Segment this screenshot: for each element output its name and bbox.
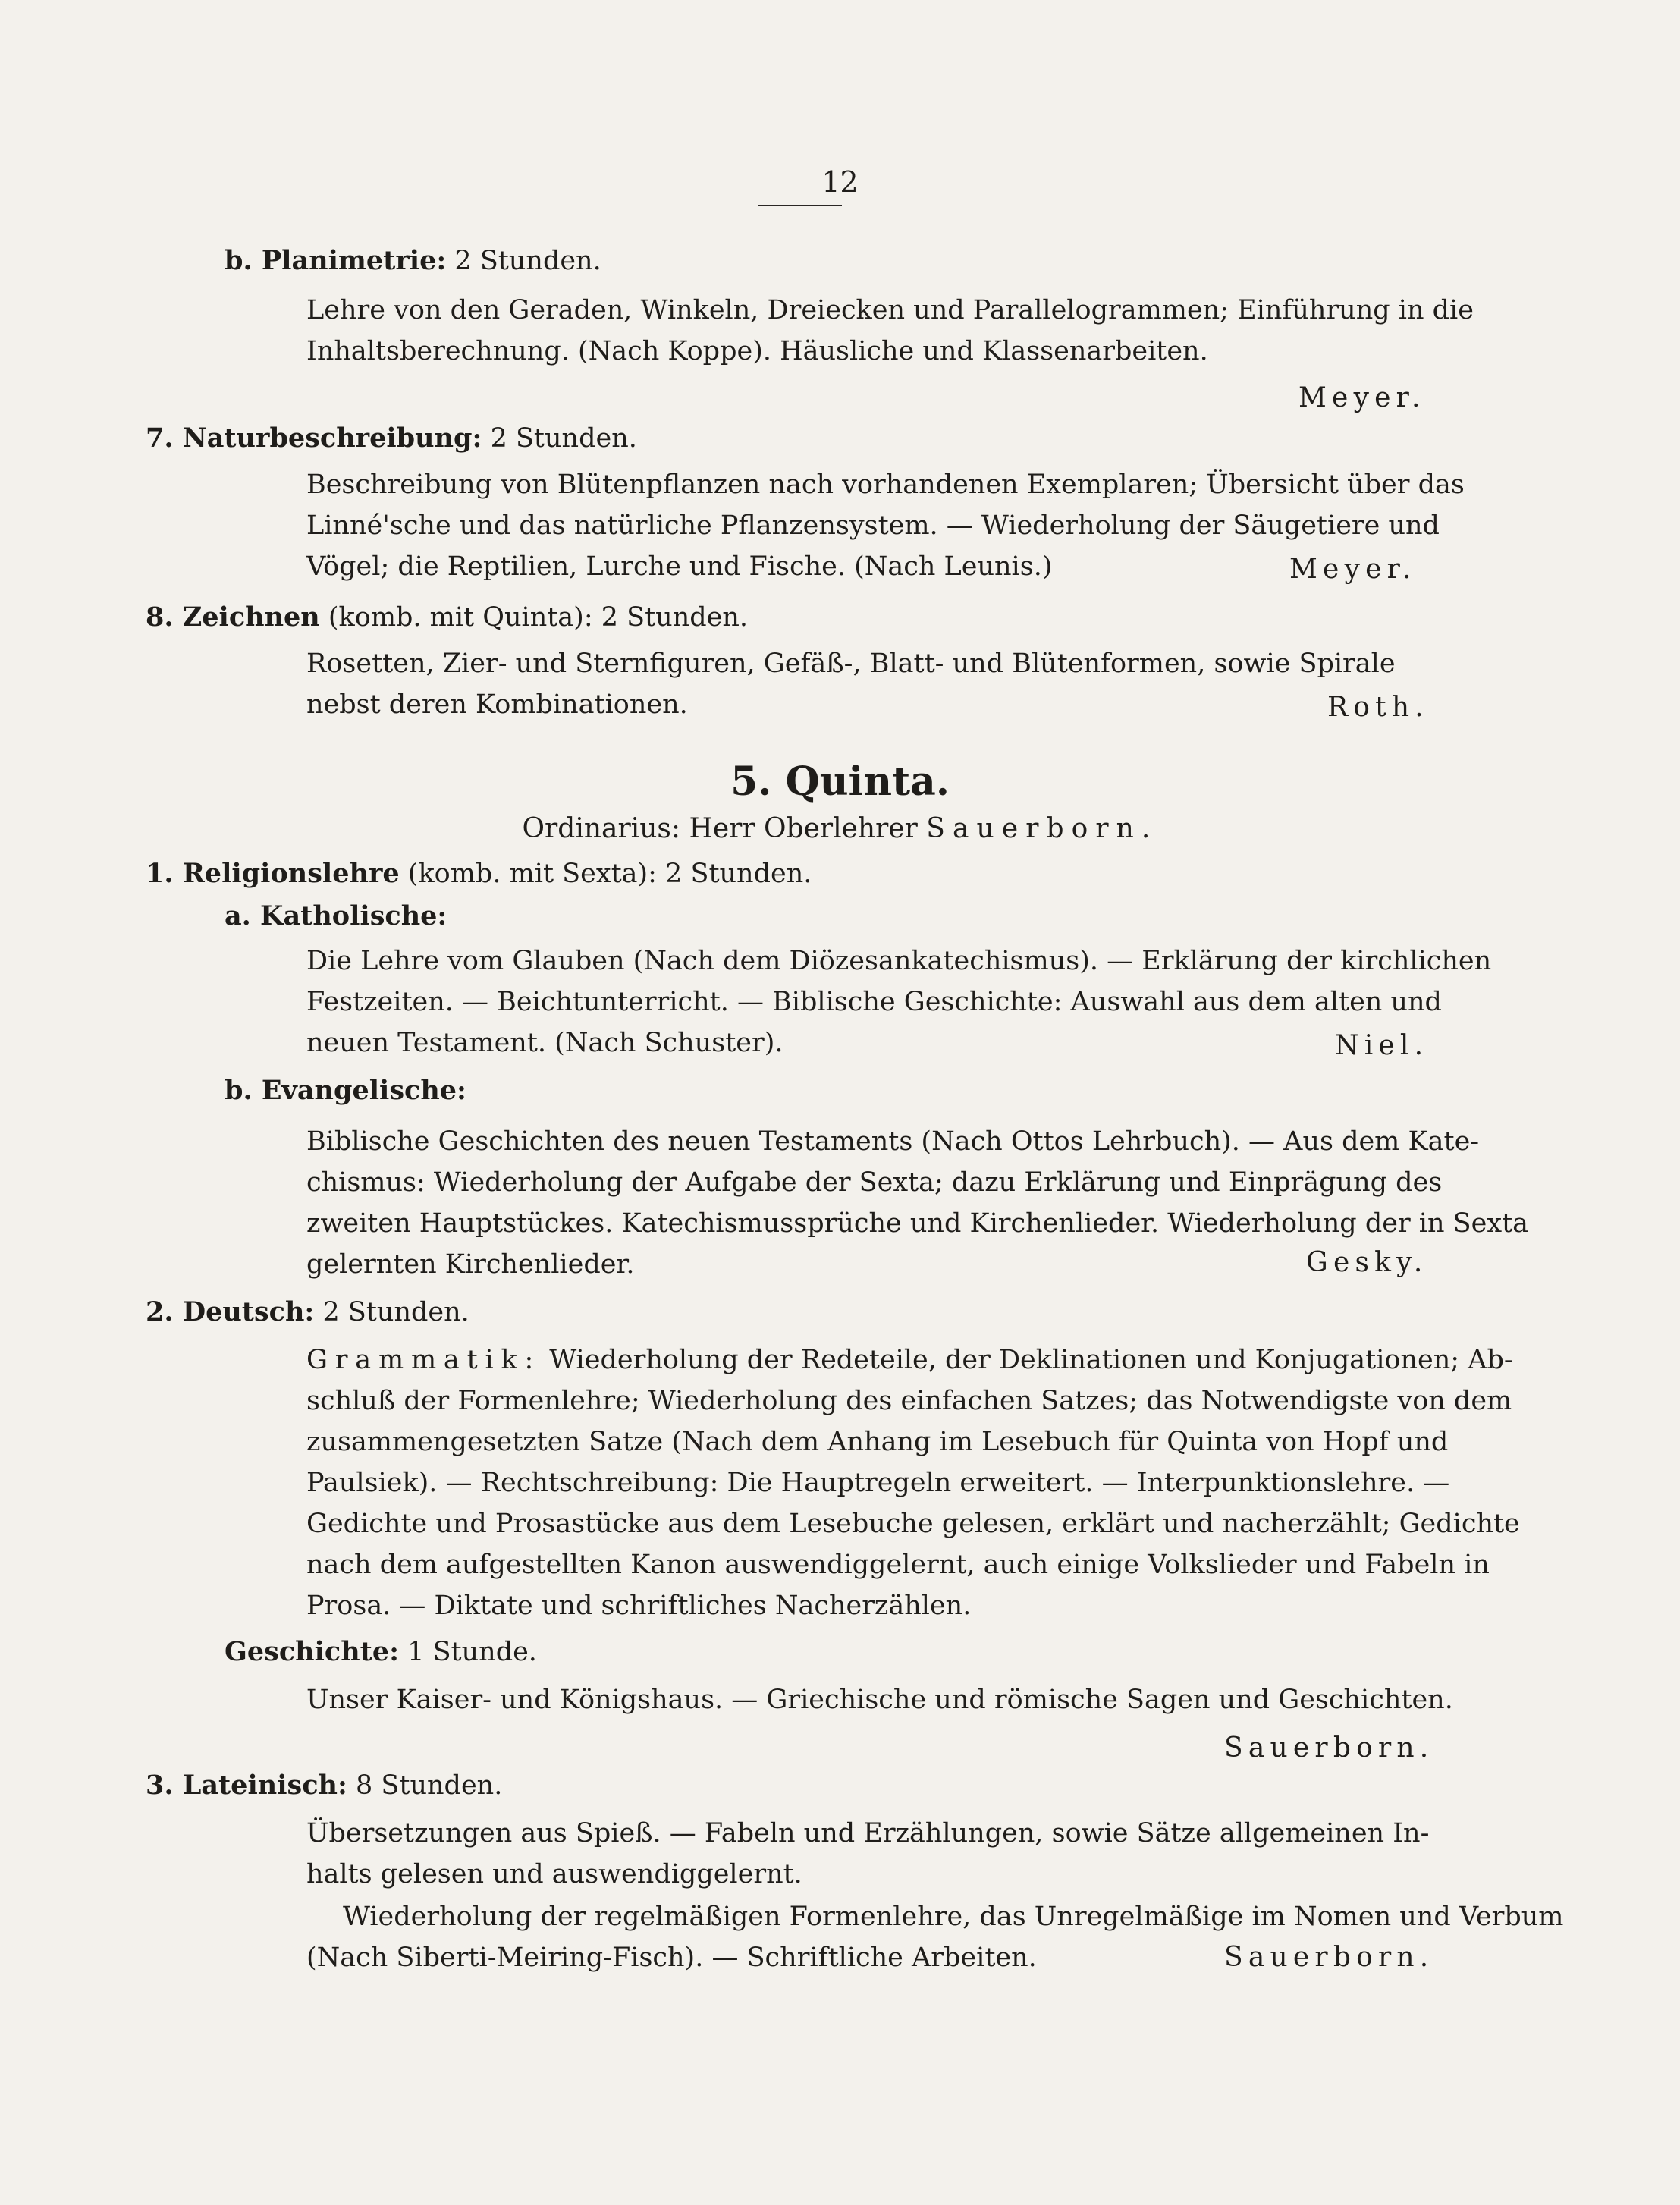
zeichnen-teacher: Roth.	[1327, 692, 1429, 723]
naturbeschreibung-hours: 2 Stunden.	[490, 423, 637, 454]
lateinisch-text-line: (Nach Siberti-Meiring-Fisch). — Schriftliche Arbeiten.	[306, 1943, 1037, 1973]
page-number: 12	[821, 165, 859, 199]
deutsch-text-line: zusammengesetzten Satze (Nach dem Anhang im Lesebuch für Quinta von Hopf und	[306, 1427, 1449, 1457]
quinta-ordinarius	[0, 813, 1680, 844]
lateinisch-hours: 8 Stunden.	[356, 1770, 503, 1801]
planimetrie-text-line: Inhaltsberechnung. (Nach Koppe). Häusliche und Klassenarbeiten.	[306, 336, 1208, 366]
evangelisch-text-line: Biblische Geschichten des neuen Testaments (Nach Ottos Lehrbuch). — Aus dem Kate-	[306, 1126, 1480, 1157]
lateinisch-text-line: Übersetzungen aus Spieß. — Fabeln und Erzählungen, sowie Sätze allgemeinen In-	[306, 1818, 1430, 1848]
naturbeschreibung-text-line: Beschreibung von Blütenpflanzen nach vorhandenen Exemplaren; Übersicht über das	[306, 470, 1465, 500]
zeichnen-label: 8. Zeichnen	[146, 602, 320, 633]
zeichnen-text-line: nebst deren Kombinationen.	[306, 689, 688, 720]
katholisch-label: a. Katholische:	[225, 900, 447, 931]
naturbeschreibung-teacher: Meyer.	[1289, 554, 1417, 585]
naturbeschreibung-text-line: Vögel; die Reptilien, Lurche und Fische. (Nach Leunis.)	[306, 551, 1053, 582]
deutsch-text-line: Gedichte und Prosastücke aus dem Lesebuche gelesen, erklärt und nacherzählt; Gedichte	[306, 1509, 1520, 1539]
evangelisch-teacher: Gesky.	[1306, 1247, 1428, 1278]
lateinisch-text-line: halts gelesen und auswendiggelernt.	[306, 1859, 802, 1889]
deutsch-text-line: schluß der Formenlehre; Wiederholung des einfachen Satzes; das Notwendigste von dem	[306, 1386, 1512, 1416]
lateinisch-label: 3. Lateinisch:	[146, 1770, 347, 1801]
section-religion-heading	[146, 860, 812, 887]
naturbeschreibung-label: 7. Naturbeschreibung:	[146, 422, 482, 454]
evangelisch-label: b. Evangelische:	[225, 1075, 466, 1106]
religion-hours: (komb. mit Sexta): 2 Stunden.	[407, 859, 812, 889]
religion-label: 1. Religionslehre	[146, 858, 400, 889]
katholisch-teacher: Niel.	[1335, 1030, 1429, 1061]
planimetrie-hours: 2 Stunden.	[454, 246, 601, 276]
evangelisch-text-line: gelernten Kirchenlieder.	[306, 1249, 635, 1280]
section-zeichnen-heading	[146, 604, 748, 631]
ordinarius-label: Ordinarius:	[522, 813, 680, 844]
planimetrie-text-line: Lehre von den Geraden, Winkeln, Dreiecken und Parallelogrammen; Einführung in die	[306, 295, 1474, 325]
deutsch-label: 2. Deutsch:	[146, 1296, 315, 1327]
section-geschichte-heading	[225, 1638, 537, 1666]
page-number-rule	[758, 205, 842, 206]
geschichte-hours: 1 Stunde.	[407, 1637, 537, 1667]
evangelisch-text-line: zweiten Hauptstückes. Katechismussprüche und Kirchenlieder. Wiederholung der in Sexta	[306, 1208, 1529, 1239]
evangelisch-text-line: chismus: Wiederholung der Aufgabe der Sexta; dazu Erklärung und Einprägung des	[306, 1167, 1443, 1198]
zeichnen-hours: (komb. mit Quinta): 2 Stunden.	[328, 602, 749, 633]
section-lateinisch-heading	[146, 1772, 502, 1799]
naturbeschreibung-text-line: Linné'sche und das natürliche Pflanzensystem. — Wiederholung der Säugetiere und	[306, 510, 1440, 541]
section-planimetrie-heading	[225, 247, 601, 275]
section-deutsch-heading	[146, 1296, 469, 1327]
deutsch-hours: 2 Stunden.	[322, 1297, 469, 1327]
geschichte-teacher: Sauerborn.	[1224, 1732, 1434, 1764]
katholisch-text-line: Festzeiten. — Beichtunterricht. — Biblische Geschichte: Auswahl aus dem alten und	[306, 987, 1442, 1017]
quinta-title: 5. Quinta.	[730, 759, 950, 805]
planimetrie-label: b. Planimetrie:	[225, 245, 447, 276]
katholisch-text-line: neuen Testament. (Nach Schuster).	[306, 1028, 783, 1058]
ordinarius-name: Sauerborn.	[926, 813, 1158, 844]
lateinisch-teacher: Sauerborn.	[1224, 1942, 1434, 1973]
ordinarius-value: Herr Oberlehrer	[689, 813, 918, 844]
planimetrie-teacher: Meyer.	[1298, 382, 1426, 413]
deutsch-text-first: Wiederholung der Redeteile, der Deklinationen und Konjugationen; Ab-	[549, 1345, 1513, 1375]
deutsch-text-line	[306, 1347, 1513, 1374]
lateinisch-text-line: Wiederholung der regelmäßigen Formenlehre, das Unregelmäßige im Nomen und Verbum	[343, 1902, 1564, 1932]
katholisch-text-line: Die Lehre vom Glauben (Nach dem Diözesankatechismus). — Erklärung der kirchlichen	[306, 946, 1492, 976]
geschichte-text-line: Unser Kaiser- und Königshaus. — Griechische und römische Sagen und Geschichten.	[306, 1685, 1453, 1715]
zeichnen-text-line: Rosetten, Zier- und Sternfiguren, Gefäß-, Blatt- und Blütenformen, sowie Spirale	[306, 649, 1396, 679]
grammatik-label: Grammatik:	[306, 1345, 542, 1375]
section-naturbeschreibung-heading	[146, 422, 637, 454]
geschichte-label: Geschichte:	[225, 1636, 400, 1667]
deutsch-text-line: nach dem aufgestellten Kanon auswendiggelernt, auch einige Volkslieder und Fabeln in	[306, 1550, 1490, 1580]
deutsch-text-line: Prosa. — Diktate und schriftliches Nacherzählen.	[306, 1591, 972, 1621]
deutsch-text-line: Paulsiek). — Rechtschreibung: Die Hauptregeln erweitert. — Interpunktionslehre. —	[306, 1468, 1450, 1498]
